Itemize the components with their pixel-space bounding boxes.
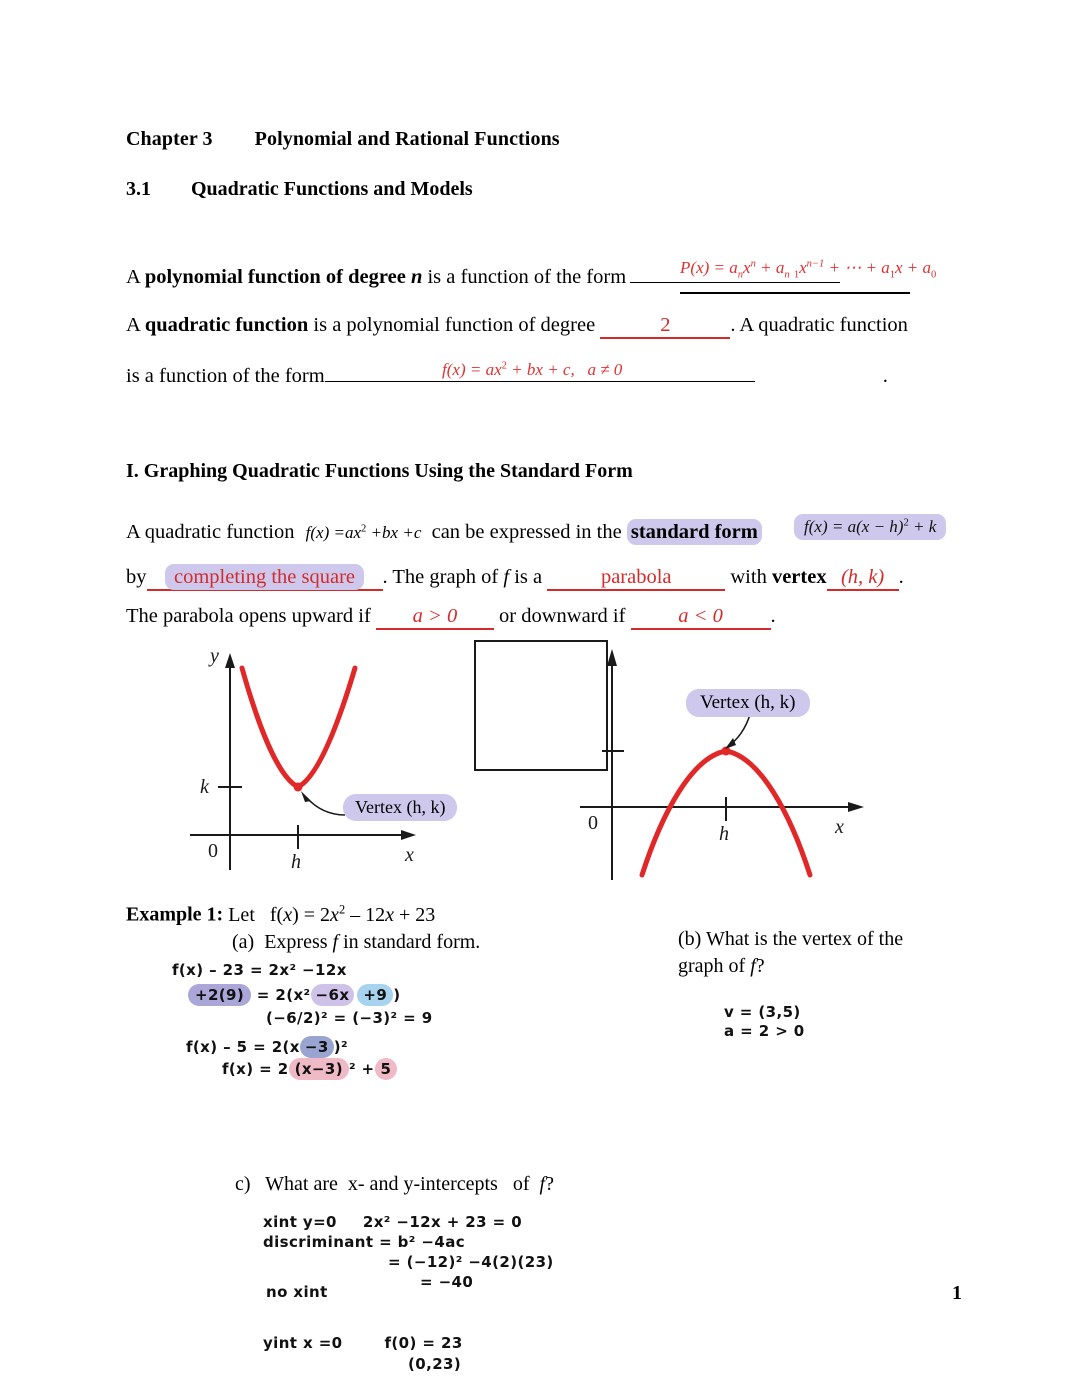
right-vertex-callout-text: Vertex (h, k) <box>700 692 796 713</box>
chapter-label: Chapter 3 <box>126 128 213 150</box>
left-vertex-callout <box>343 794 457 821</box>
page-number: 1 <box>952 1282 962 1304</box>
standard-form-line-3 <box>126 605 776 630</box>
hw-c-line7 <box>408 1355 461 1373</box>
hw-a-line2-hl3: +9 <box>357 984 393 1006</box>
sf-line2-mid3: with <box>725 566 772 588</box>
hw-a-line2-eq: = 2(x² <box>256 986 311 1004</box>
quad-form-period: . <box>882 365 888 387</box>
hw-a-line5 <box>222 1060 397 1078</box>
sf-line2-pre: by <box>126 566 147 588</box>
svg-text:k: k <box>200 776 209 798</box>
section-one-heading: I. Graphing Quadratic Functions Using the Standard Form <box>126 460 633 482</box>
left-vertex-callout-text: Vertex (h, k) <box>355 797 446 817</box>
hw-c-line6-a: yint x =0 <box>263 1334 343 1352</box>
poly-italic-n: n <box>410 266 423 288</box>
poly-text-pre: A <box>126 266 145 288</box>
example-part-a <box>232 931 480 953</box>
sf-blank-completing-square[interactable]: completing the square <box>147 566 383 591</box>
hw-a-line2-hl1: +2(9) <box>188 984 251 1006</box>
hw-a-line5-hl1: (x−3) <box>289 1058 349 1080</box>
example-statement: Let $f(x) = 2x^2 - 12x + 23$ <box>228 902 436 926</box>
chapter-heading <box>126 128 560 151</box>
poly-text-post: is a function of the form <box>422 266 627 288</box>
example-part-b-line1 <box>678 928 903 950</box>
hw-c-line7-text: (0,23) <box>408 1355 462 1373</box>
example-part-b-line2 <box>678 955 765 977</box>
hw-a-line4-pre: f(x) – 5 = 2(x <box>186 1038 300 1056</box>
hw-c-line2 <box>263 1233 465 1251</box>
hw-a-line1-text: f(x) – 23 = 2x² −12x <box>172 961 347 979</box>
svg-text:x: x <box>835 816 844 838</box>
hw-a-line5-mid: ² + <box>348 1060 375 1078</box>
sf-line2-mid: . The graph of <box>382 566 504 588</box>
hw-c-line1-a: xint y=0 <box>263 1213 337 1231</box>
hw-c-line5 <box>266 1283 328 1301</box>
hw-c-line4-text: = −40 <box>420 1273 474 1291</box>
figure-parabola-upward <box>180 635 490 885</box>
section-heading <box>126 178 473 201</box>
quad-form-text: is a function of the form <box>126 365 325 387</box>
sf-standard-form-label: standard form <box>627 519 762 545</box>
sf-blank-a-negative[interactable]: a < 0 <box>631 605 771 630</box>
hw-c-line6-b: f(0) = 23 <box>384 1334 463 1352</box>
hw-b-line1 <box>724 1003 801 1021</box>
hw-c-line3-text: = (−12)² −4(2)(23) <box>388 1253 554 1271</box>
hw-a-line4 <box>186 1038 348 1056</box>
hw-c-line5-text: no xint <box>266 1283 328 1301</box>
hw-c-line2-text: discriminant = b² −4ac <box>263 1233 466 1251</box>
sf-general-form-formula: $f(x) =ax^2 +bx +c$ <box>305 523 422 542</box>
example-part-c-text: c) What are x- and y-intercepts of f? <box>235 1173 554 1195</box>
example-part-b-text2: graph of f? <box>678 955 765 977</box>
hw-a-line2-close: ) <box>393 986 401 1004</box>
example-part-b-text1: (b) What is the vertex of the <box>678 928 904 950</box>
hw-b-line1-text: v = (3,5) <box>724 1003 801 1021</box>
sf-vertex-bold: vertex <box>771 566 827 588</box>
svg-text:y: y <box>210 645 219 667</box>
quad-degree-blank[interactable]: 2 <box>600 314 730 339</box>
standard-form-line-1 <box>126 521 762 544</box>
svg-text:x: x <box>405 844 414 866</box>
hw-a-line1 <box>172 961 347 979</box>
hw-b-line2 <box>724 1022 805 1040</box>
example-part-c <box>235 1173 554 1195</box>
sf-line1-mid: can be expressed in the <box>431 521 627 543</box>
hw-c-line4 <box>420 1273 473 1291</box>
svg-text:0: 0 <box>588 812 598 834</box>
section-number: 3.1 <box>126 178 151 200</box>
svg-text:0: 0 <box>208 840 218 862</box>
sf-line2-mid2: is a <box>509 566 548 588</box>
figure-parabola-downward <box>580 635 900 885</box>
poly-bold-phrase: polynomial function of degree <box>144 266 411 288</box>
hw-a-line4-hl: −3 <box>300 1036 334 1058</box>
hw-a-line2-hl2: −6x <box>311 984 355 1006</box>
quadratic-formula-answer: $f(x) = ax^2$ + bx + c, a ≠ 0 <box>442 360 623 379</box>
sf-line2-italic-f: f <box>503 566 510 588</box>
example-statement-line <box>126 903 435 926</box>
poly-blank-underline <box>680 292 910 294</box>
standard-form-line-2 <box>126 566 904 591</box>
hw-c-line1-b: 2x² −12x + 23 = 0 <box>362 1213 523 1231</box>
hw-a-line3 <box>266 1009 433 1027</box>
right-vertex-callout <box>686 689 810 717</box>
example-part-a-text: (a) Express f in standard form. <box>232 931 481 953</box>
sf-blank-a-positive[interactable]: a > 0 <box>376 605 494 630</box>
sf-line1-pre: A quadratic function <box>126 521 295 543</box>
hw-b-line2-text: a = 2 > 0 <box>724 1022 805 1040</box>
chapter-title: Polynomial and Rational Functions <box>254 128 560 150</box>
hw-a-line3-text: (−6/2)² = (−3)² = 9 <box>266 1009 433 1027</box>
quad-bold-phrase: quadratic function <box>144 314 309 336</box>
hw-a-line2 <box>188 986 400 1004</box>
sf-line2-period: . <box>898 566 904 588</box>
sf-blank-parabola[interactable]: parabola <box>547 566 725 591</box>
sf-line3-pre: The parabola opens upward if <box>126 605 376 627</box>
quad-text-post: . A quadratic function <box>730 314 908 336</box>
sf-standard-form-formula: $f(x) = a(x - h)^2 + k$ <box>794 514 946 540</box>
hw-c-line6 <box>263 1334 463 1352</box>
svg-text:h: h <box>719 823 729 845</box>
hw-a-line5-hl2: 5 <box>375 1058 398 1080</box>
hw-c-line3 <box>388 1253 554 1271</box>
hw-a-line4-post: )² <box>333 1038 348 1056</box>
polynomial-formula-answer: $P(x) = a_nx^n + a_n$ $_1x^{n-1}$ + ⋯ + $a_1x + a_0$ <box>680 258 937 281</box>
hw-a-line5-pre: f(x) = 2 <box>222 1060 289 1078</box>
quadratic-definition-line <box>126 314 908 339</box>
sf-blank-vertex-hk[interactable]: (h, k) <box>827 566 899 591</box>
hw-c-line1 <box>263 1213 522 1231</box>
quad-text-mid: is a polynomial function of degree <box>308 314 601 336</box>
section-title: Quadratic Functions and Models <box>191 178 473 200</box>
svg-text:h: h <box>291 851 301 873</box>
quad-text-pre: A <box>126 314 145 336</box>
sf-line3-period: . <box>770 605 776 627</box>
example-label: Example 1: <box>126 903 224 926</box>
sf-line3-mid: or downward if <box>493 605 631 627</box>
